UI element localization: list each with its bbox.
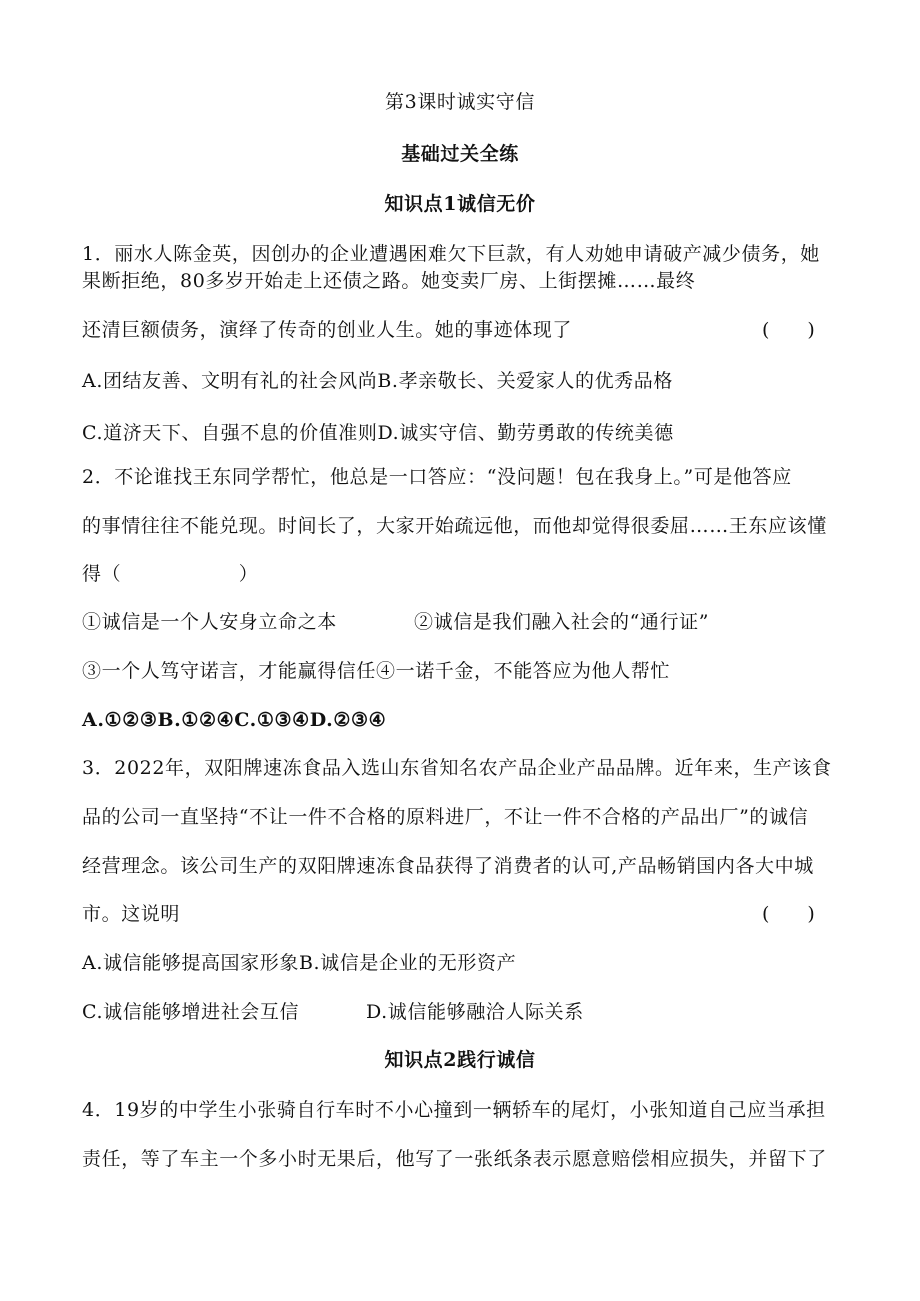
question-1-answer-blank: ( ) (762, 319, 815, 341)
question-4-line-1: 4．19岁的中学生小张骑自行车时不小心撞到一辆轿车的尾灯，小张知道自己应当承担 (82, 1099, 826, 1121)
lesson-title: 第3课时诚实守信 (385, 91, 535, 113)
question-2-line-3: 得（ ） (82, 563, 259, 585)
topic-heading-2: 知识点2践行诚信 (384, 1049, 536, 1071)
question-3-answer-blank: ( ) (762, 903, 815, 925)
question-2-options: A.①②③B.①②④C.①③④D.②③④ (82, 709, 387, 731)
topic-heading-1: 知识点1诚信无价 (384, 193, 536, 215)
question-3-line-3: 经营理念。该公司生产的双阳牌速冻食品获得了消费者的认可,产品畅销国内各大中城 (82, 855, 814, 877)
question-3-option-c: C.诚信能够增进社会互信 (82, 1001, 300, 1023)
question-3-option-d: D.诚信能够融洽人际关系 (366, 1001, 584, 1023)
question-3-line-2: 品的公司一直坚持“不让一件不合格的原料进厂，不让一件不合格的产品出厂”的诚信 (82, 806, 809, 828)
question-2-line-2: 的事情往往不能兑现。时间长了，大家开始疏远他，而他却觉得很委屈……王东应该懂 (82, 515, 827, 537)
question-4-line-2: 责任，等了车主一个多小时无果后，他写了一张纸条表示愿意赔偿相应损失，并留下了 (82, 1148, 827, 1170)
question-2-item-1: ①诚信是一个人安身立命之本 (82, 611, 337, 633)
question-1-line-1: 1．丽水人陈金英，因创办的企业遭遇困难欠下巨款，有人劝她申请破产减少债务，她 (82, 243, 820, 265)
question-1-line-2: 果断拒绝，80多岁开始走上还债之路。她变卖厂房、上街摆摊……最终 (82, 270, 696, 292)
question-1-options-ab: A.团结友善、文明有礼的社会风尚B.孝亲敬长、关爱家人的优秀品格 (82, 370, 673, 392)
question-3-line-1: 3．2022年，双阳牌速冻食品入选山东省知名农产品企业产品品牌。近年来，生产该食 (82, 757, 832, 779)
section-title: 基础过关全练 (401, 143, 519, 165)
question-2-line-1: 2．不论谁找王东同学帮忙，他总是一口答应：“没问题！包在我身上。”可是他答应 (82, 466, 792, 488)
question-3-options-ab: A.诚信能够提高国家形象B.诚信是企业的无形资产 (82, 952, 517, 974)
question-2-items-3-4: ③一个人笃守诺言，才能赢得信任④一诺千金，不能答应为他人帮忙 (82, 660, 671, 682)
question-2-item-2: ②诚信是我们融入社会的“通行证” (414, 611, 710, 633)
question-1-options-cd: C.道济天下、自强不息的价值准则D.诚实守信、勤劳勇敢的传统美德 (82, 422, 674, 444)
question-3-line-4: 市。这说明 (82, 903, 181, 925)
question-1-line-3: 还清巨额债务，演绎了传奇的创业人生。她的事迹体现了 (82, 319, 573, 341)
